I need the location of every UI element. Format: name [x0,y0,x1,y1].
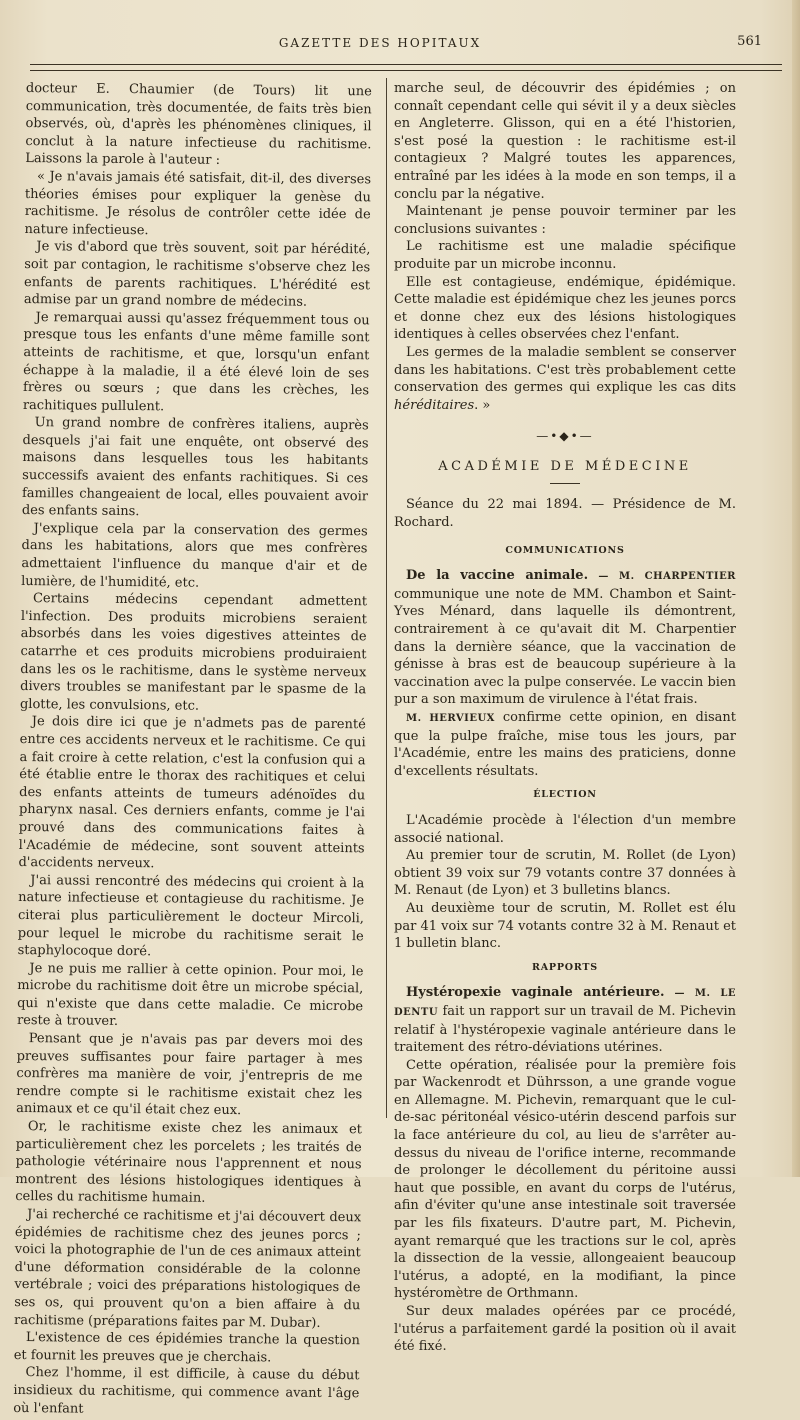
subheading-rapports: RAPPORTS [532,961,598,973]
paragraph: Je dois dire ici que je n'admets pas de parenté entre ces accidents nerveux et le rachitisme. Ce qui a fait croire à cette relation, c'est la confusion qui a été établie entre le thorax des rachitiques et celui des enfants atteints de tumeurs adénoïdes du pharynx nasal. Ces derniers enfants, comme je l'ai prouvé dans des communications faites à l'Académie de médecine, sont souvent atteints d'accidents nerveux. [18,714,366,872]
paragraph: marche seul, de découvrir des épidémies ; on connaît cependant celle qui sévit il y a deux siècles en Angleterre. Glisson, qui en a été l'historien, s'est posé la question : le rachitisme est-il contagieux ? Malgré toutes les apparences, entraîné par les idées à la mode en son temps, il a conclu par la négative. [394,81,736,202]
paragraph: L'Académie procède à l'élection d'un membre associé national. [394,812,736,846]
article-title: De la vaccine animale. [406,568,589,584]
paragraph: Je remarquai aussi qu'assez fréquemment tous ou presque tous les enfants d'une même famille sont atteints de rachitisme, et que, lorsqu'un enfant échappe à la maladie, il a été élevé loin de ses frères ou sœurs ; que dans les crèches, les rachitiques pullulent. [22,309,370,415]
paragraph: Elle est contagieuse, endémique, épidémique. Cette maladie est épidémique chez les jeunes porcs et donne chez eux des lésions histologiques identiques à celles observées chez l'enfant. [394,274,736,343]
paragraph: Certains médecins cependant admettent l'infection. Des produits microbiens seraient absorbés dans les voies digestives atteintes de catarrhe et ces produits microbiens produiraient dans les os le rachitisme, dans le système nerveux divers troubles se manifestant par le spasme de la glotte, les convulsions, etc. [19,591,368,714]
subheading-election: ÉLECTION [533,789,597,801]
subheading-communications: COMMUNICATIONS [505,544,625,556]
article-author: — M. LE DENTU [394,988,736,1018]
paragraph: Le rachitisme est une maladie spécifique produite par un microbe inconnu. [394,239,736,272]
ornament-separator: —•◆•— [536,429,594,444]
paragraph-text: confirme cette opinion, en disant que la pulpe fraîche, mise tous les jours, par l'Académie, entre les mains des praticiens, donne d'excellents résultats. [394,710,736,779]
section-title: ACADÉMIE DE MÉDECINE [438,458,692,474]
paragraph [394,984,736,1056]
paragraph: Je ne puis me rallier à cette opinion. Pour moi, le microbe du rachitisme doit être un microbe spécial, qui n'existe que dans cette maladie. Ce microbe reste à trouver. [16,960,364,1030]
paragraph: docteur E. Chaumier (de Tours) lit une communication, très documentée, de faits très bien observés, où, d'après les phénomènes cliniques, il conclut à la nature infectieuse du rachitisme. Laissons la parole à l'auteur : [25,80,372,169]
paragraph: Au premier tour de scrutin, M. Rollet (de Lyon) obtient 39 voix sur 79 votants contre 37 données à M. Renaut (de Lyon) et 3 bulletins blancs. [394,848,736,899]
paragraph: J'ai aussi rencontré des médecins qui croient à la nature infectieuse et contagieuse du rachitisme. Je citerai plus particulièrement le docteur Mircoli, pour lequel le microbe du rachitisme serait le staphylocoque doré. [17,872,365,960]
header-rule-thin [30,70,782,71]
speaker-name: M. HERVIEUX [406,713,495,724]
short-rule [550,483,580,484]
paragraph-text: communique une note de MM. Chambon et Saint-Yves Ménard, dans laquelle ils démontrent, contrairement à ce qu'avait dit M. Charpentier dans la dernière séance, que la vaccination de génisse à bras est de beaucoup supérieure à la vaccination avec la pulpe conservée. Le vaccin bien pur a son maximum de virulence à l'état frais. [394,586,736,708]
page-number: 561 [737,34,762,49]
paragraph: L'existence de ces épidémies tranche la question et fournit les preuves que je cherchais. [13,1330,360,1366]
paragraph [394,344,736,414]
paragraph: Je vis d'abord que très souvent, soit par hérédité, soit par contagion, le rachitisme s'observe chez les enfants de parents rachitiques. L'hérédité est admise par un grand nombre de médecins. [23,239,371,310]
paragraph: Maintenant je pense pouvoir terminer par les conclusions suivantes : [394,204,736,237]
paragraph [394,709,736,780]
article-author: — M. CHARPENTIER [598,571,736,583]
journal-title: GAZETTE DES HOPITAUX [278,36,482,50]
session-line: Séance du 22 mai 1894. — Présidence de M. Rochard. [394,497,736,531]
paragraph: Chez l'homme, il est difficile, à cause du début insidieux du rachitisme, qui commence avant l'âge où l'enfant [13,1365,360,1417]
running-header [0,30,800,54]
paragraph: Sur deux malades opérées par ce procédé, l'utérus a parfaitement gardé la position où il avait été fixé. [394,1304,736,1355]
left-column [13,80,372,1420]
paragraph-text: Les germes de la maladie semblent se conserver dans les habitations. C'est très probablement cette conservation des germes qui explique les cas dits [394,344,736,396]
quote-close: . » [474,397,491,413]
paragraph [394,567,736,709]
article-title: Hystéropexie vaginale antérieure. [406,985,665,1001]
paragraph: Or, le rachitisme existe chez les animaux et particulièrement chez les porcelets ; les traités de pathologie vétérinaire nous l'apprennent et nous montrent des lésions histologiques identiques à celles du rachitisme humain. [15,1119,363,1207]
paragraph: J'explique cela par la conservation des germes dans les habitations, alors que mes confrères admettaient l'influence du manque d'air et de lumière, de l'humidité, etc. [21,520,368,591]
paragraph: Au deuxième tour de scrutin, M. Rollet est élu par 41 voix sur 74 votants contre 32 à M. Renaut et 1 bulletin blanc. [394,900,736,952]
paragraph: Un grand nombre de confrères italiens, auprès desquels j'ai fait une enquête, ont observé des maisons dans lesquelles tous les habitants successifs avaient des enfants rachitiques. Si ces familles changeaient de local, elles pouvaient avoir des enfants sains. [21,415,369,520]
right-column [394,80,736,1356]
paragraph-text: fait un rapport sur un travail de M. Pichevin relatif à l'hystéropexie vaginale antérieure dans le traitement des rétro-déviations utérines. [394,1003,736,1056]
column-divider [386,78,387,1118]
header-rule-thick [30,64,782,65]
paragraph: Pensant que je n'avais pas par devers moi des preuves suffisantes pour faire partager à mes confrères ma manière de voir, j'entrepris de me rendre compte si le rachitisme existait chez les animaux et ce qu'il était chez eux. [16,1031,363,1119]
paragraph: « Je n'avais jamais été satisfait, dit-il, des diverses théories émises pour expliquer la genèse du rachitisme. Je résolus de contrôler cette idée de nature infectieuse. [24,169,372,238]
italic-word: héréditaires [394,397,475,413]
page-edge [792,0,800,1177]
paragraph: J'ai recherché ce rachitisme et j'ai découvert deux épidémies de rachitisme chez des jeunes porcs ; voici la photographie de l'un de ces animaux atteint d'une déformation considérable de la colonne vertébrale ; voici des préparations histologiques de ses os, qui prouvent qu'on a bien affaire à du rachitisme (préparations faites par M. Dubar). [14,1207,362,1331]
paragraph: Cette opération, réalisée pour la première fois par Wackenrodt et Dührsson, a une grande vogue en Allemagne. M. Pichevin, remarquant que le cul-de-sac péritonéal vésico-utérin descend parfois sur la face antérieure du col, au lieu de s'arrêter au-dessus du niveau de l'orifice interne, recommande de prolonger le décollement du péritoine aussi haut que possible, en avant du corps de l'utérus, afin d'éviter qu'une anse intestinale soit traversée par les fils fixateurs. D'autre part, M. Pichevin, ayant remarqué que les tractions sur le col, après la dissection de la vessie, allongeaient beaucoup l'utérus, a adopté, en la modifiant, la pince hystéromètre de Orthmann. [394,1057,736,1302]
